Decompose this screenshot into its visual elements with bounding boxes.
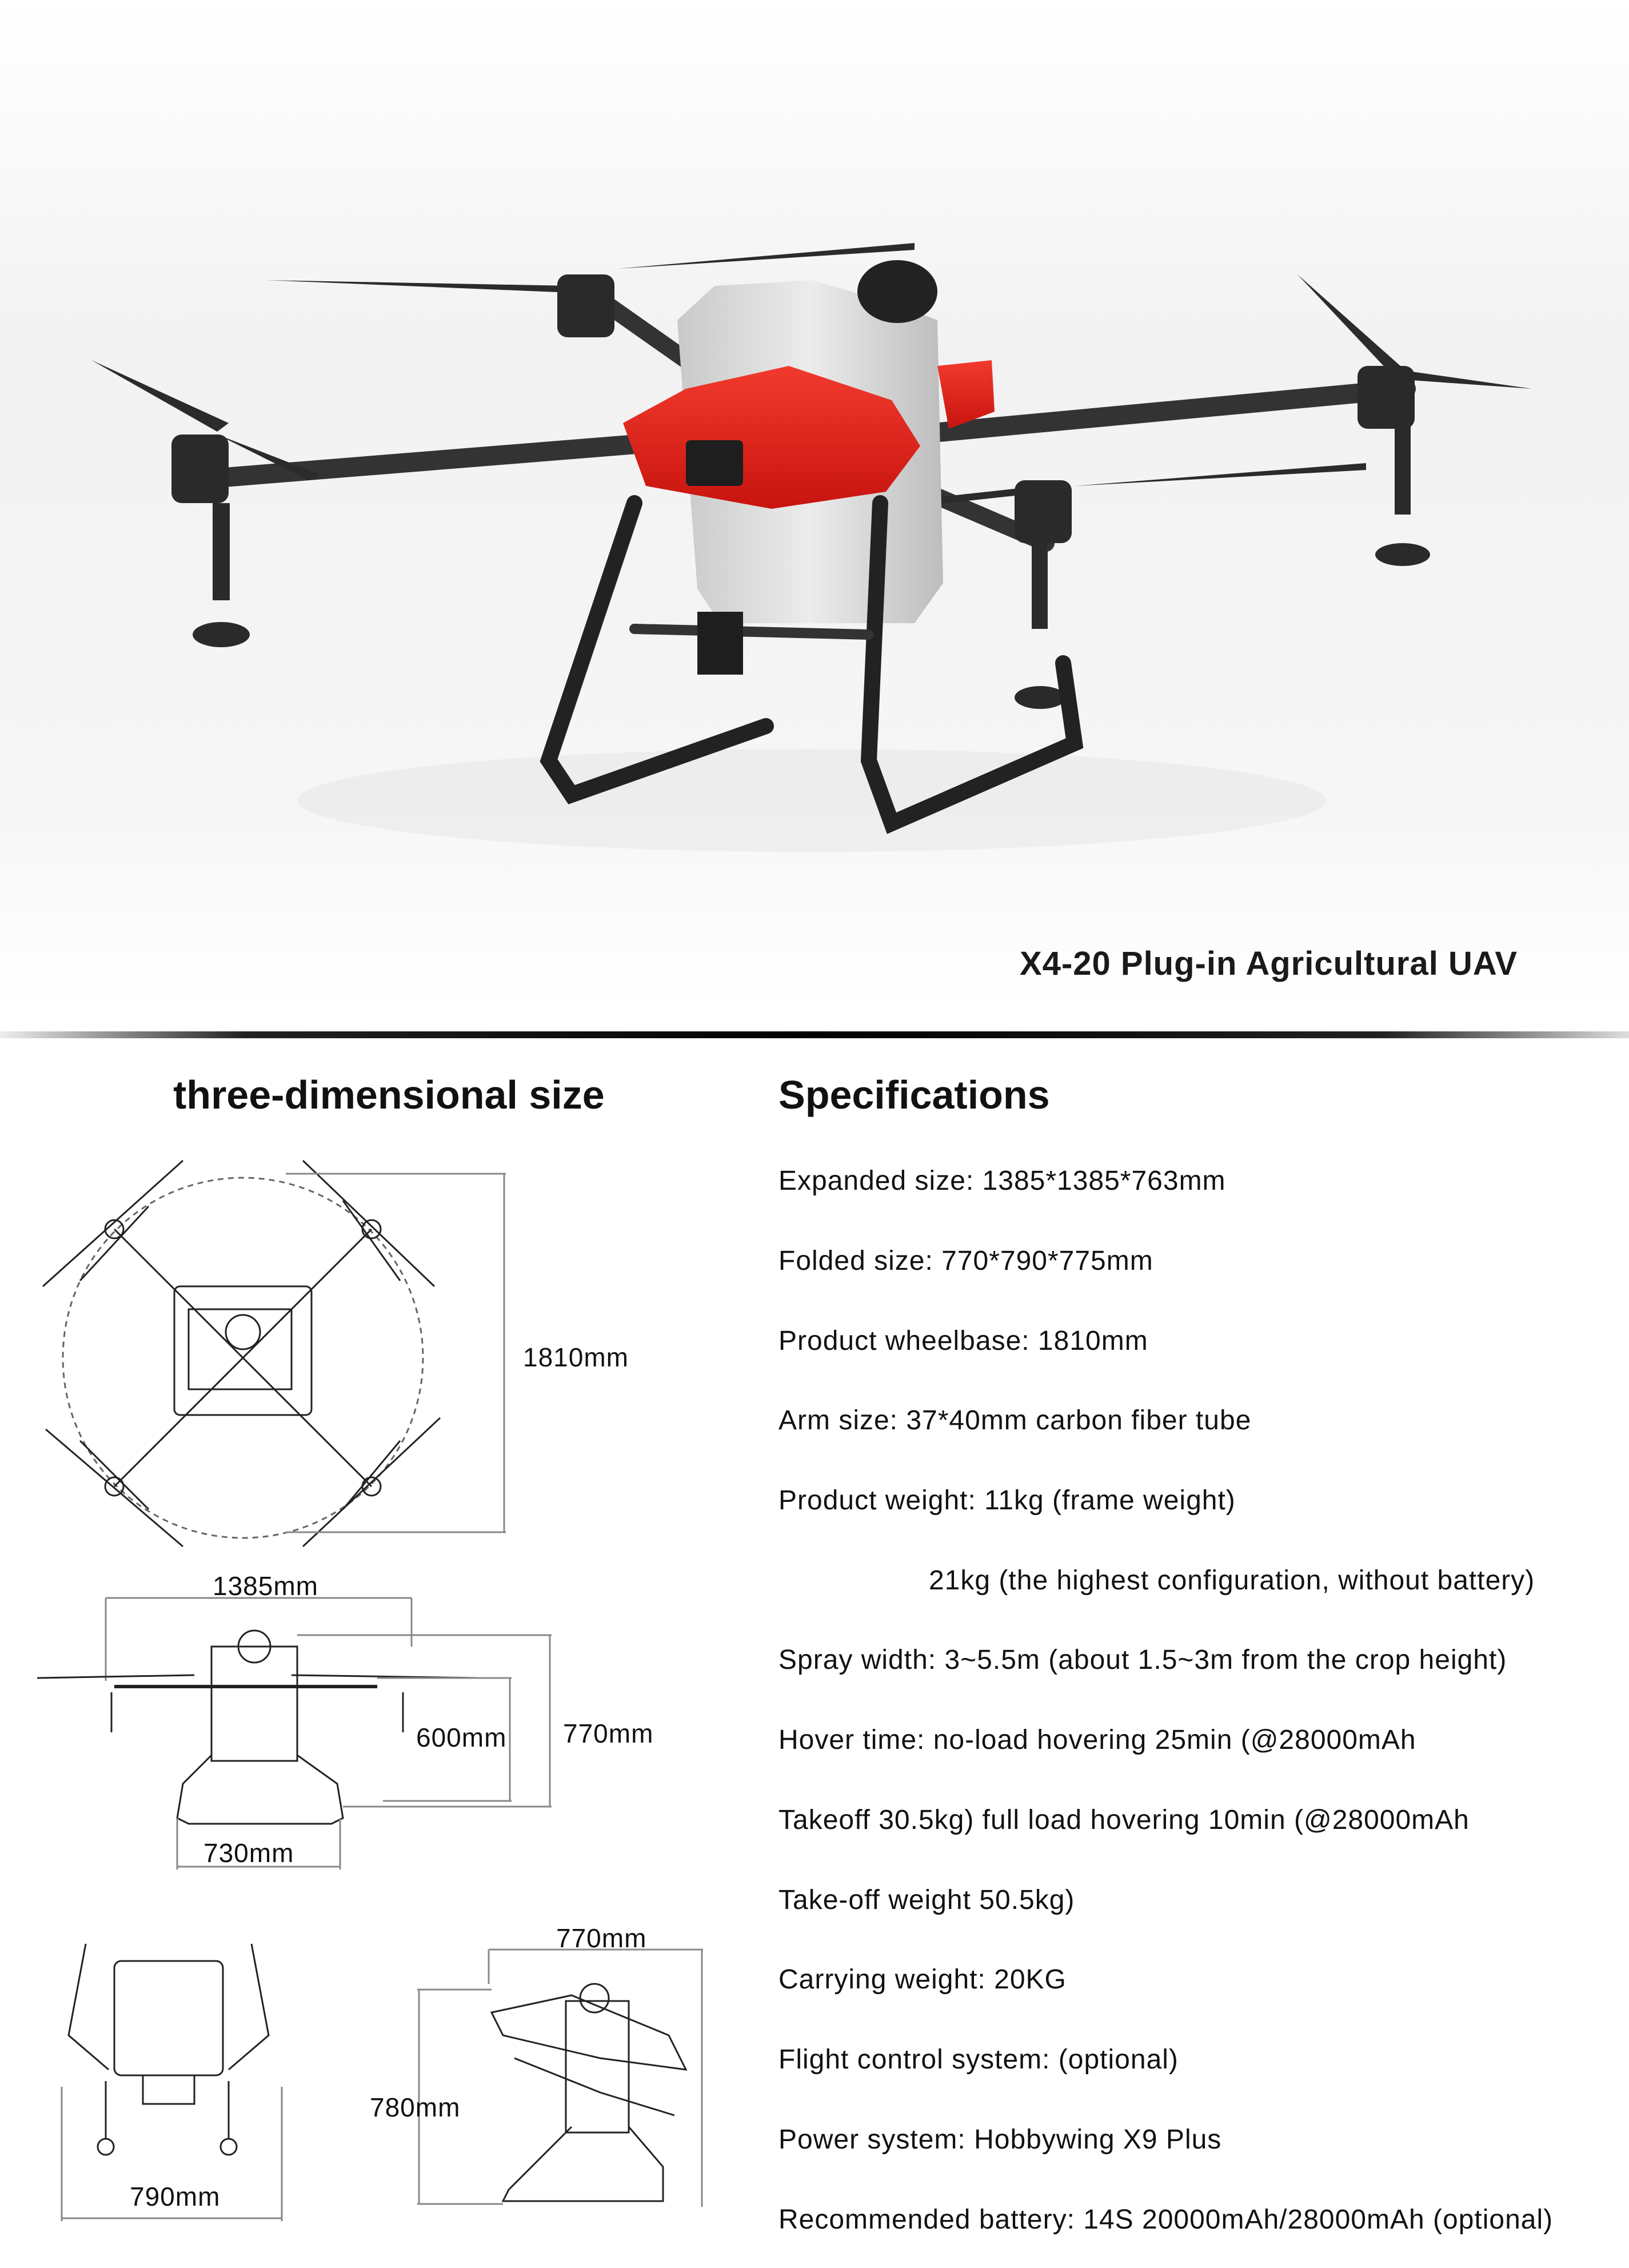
- front-width-dimension: 1385mm: [213, 1571, 318, 1601]
- drone-product-image: [0, 0, 1629, 1006]
- spec-recommended-battery: Recommended battery: 14S 20000mAh/28000mAh (optional): [778, 2205, 1554, 2235]
- dimensions-heading: three-dimensional size: [173, 1073, 605, 1117]
- spec-product-weight-max: 21kg (the highest configuration, without battery): [929, 1565, 1535, 1596]
- spec-wheelbase: Product wheelbase: 1810mm: [778, 1326, 1148, 1356]
- folded-width-dimension: 790mm: [130, 2182, 221, 2211]
- spec-full-load-hover: Takeoff 30.5kg) full load hovering 10min (@28000mAh: [778, 1805, 1470, 1835]
- wheelbase-dimension: 1810mm: [523, 1342, 629, 1372]
- spec-takeoff-weight: Take-off weight 50.5kg): [778, 1885, 1075, 1915]
- product-title: X4-20 Plug-in Agricultural UAV: [1020, 945, 1518, 982]
- total-height-dimension: 770mm: [563, 1719, 654, 1748]
- spec-folded-size: Folded size: 770*790*775mm: [778, 1246, 1153, 1276]
- spec-hover-time: Hover time: no-load hovering 25min (@28000mAh: [778, 1725, 1416, 1755]
- spec-flight-control: Flight control system: (optional): [778, 2044, 1179, 2075]
- spec-carrying-weight: Carrying weight: 20KG: [778, 1964, 1067, 1995]
- spec-spray-width: Spray width: 3~5.5m (about 1.5~3m from the crop height): [778, 1645, 1507, 1675]
- section-divider: [0, 1031, 1629, 1038]
- folded-side-view-drawing: [417, 1950, 703, 2207]
- landing-gear-width-dimension: 730mm: [203, 1838, 294, 1868]
- spec-arm-size: Arm size: 37*40mm carbon fiber tube: [778, 1405, 1252, 1436]
- top-view-drawing: [43, 1161, 506, 1546]
- spec-power-system: Power system: Hobbywing X9 Plus: [778, 2124, 1222, 2155]
- folded-height-dimension: 780mm: [370, 2092, 461, 2122]
- inner-height-dimension: 600mm: [416, 1723, 507, 1752]
- spec-product-weight: Product weight: 11kg (frame weight): [778, 1485, 1236, 1516]
- spec-expanded-size: Expanded size: 1385*1385*763mm: [778, 1166, 1226, 1196]
- folded-front-view-drawing: [62, 1944, 282, 2221]
- folded-depth-dimension: 770mm: [556, 1923, 647, 1953]
- specifications-heading: Specifications: [778, 1073, 1050, 1117]
